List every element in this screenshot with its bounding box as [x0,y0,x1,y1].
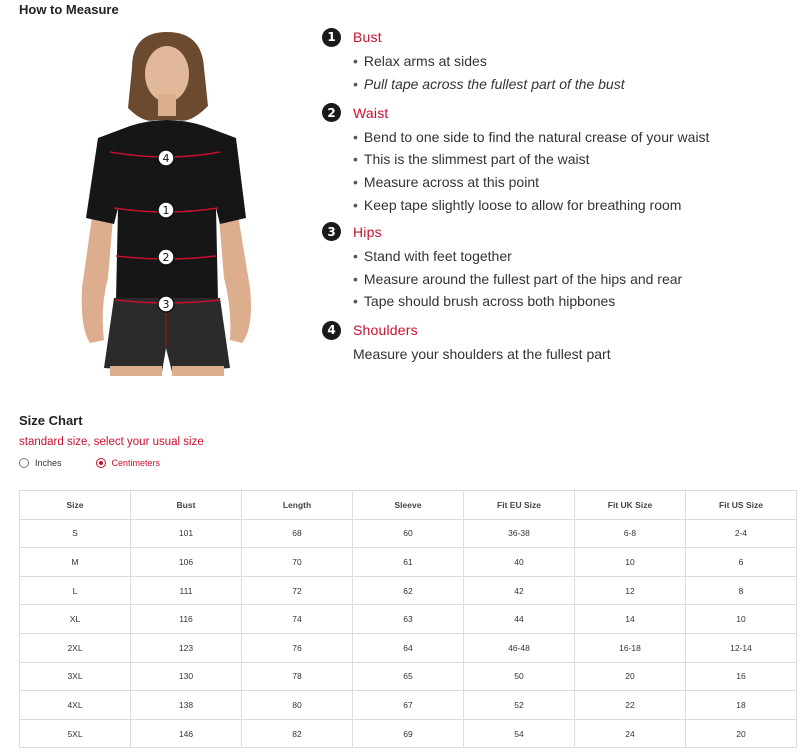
table-cell: 20 [686,719,797,748]
table-row [20,548,797,577]
figure-marker-2 [158,249,174,265]
table-cell: 52 [464,691,575,720]
bullet-item: • Pull tape across the fullest part of the bust [353,73,792,96]
table-cell: 2XL [20,633,131,662]
bullet-item: • Keep tape slightly loose to allow for breathing room [353,194,792,217]
section-title-bust: Bust [353,29,382,45]
table-cell: 50 [464,662,575,691]
table-row [20,576,797,605]
section-title-hips: Hips [353,223,382,240]
column-header: Length [242,491,353,520]
svg-text:4: 4 [162,152,170,165]
table-row [20,519,797,548]
table-cell: 40 [464,548,575,577]
svg-text:1: 1 [162,204,170,217]
shoulders-text: Measure your shoulders at the fullest part [353,346,611,363]
table-header-row [20,491,797,520]
table-cell: 70 [242,548,353,577]
table-cell: 36-38 [464,519,575,548]
table-cell: 78 [242,662,353,691]
table-cell: M [20,548,131,577]
table-cell: 111 [131,576,242,605]
radio-unselected-icon[interactable] [19,458,29,468]
size-chart-title: Size Chart [19,413,83,428]
number-3-icon: 3 [322,222,341,241]
table-cell: 10 [575,548,686,577]
table-cell: 3XL [20,662,131,691]
unit-label-centimeters: Centimeters [111,458,161,468]
unit-option-centimeters[interactable] [96,458,161,468]
table-cell: 63 [353,605,464,634]
table-cell: 60 [353,519,464,548]
table-cell: 8 [686,576,797,605]
table-cell: 68 [242,519,353,548]
model-measurement-figure [70,28,265,376]
table-cell: 123 [131,633,242,662]
svg-text:3: 3 [162,298,170,311]
table-cell: 116 [131,605,242,634]
table-cell: 12 [575,576,686,605]
table-cell: 6 [686,548,797,577]
bullet-item: • This is the slimmest part of the waist [353,148,792,171]
number-4-icon: 4 [322,321,341,340]
table-cell: 138 [131,691,242,720]
unit-option-inches[interactable] [19,458,62,468]
table-cell: 5XL [20,719,131,748]
table-cell: 64 [353,633,464,662]
table-cell: 106 [131,548,242,577]
table-cell: 62 [353,576,464,605]
table-cell: L [20,576,131,605]
size-table [19,490,797,748]
figure-marker-3 [158,296,174,312]
table-cell: 14 [575,605,686,634]
table-cell: 76 [242,633,353,662]
table-cell: 146 [131,719,242,748]
how-to-measure-title: How to Measure [19,2,119,17]
table-cell: 4XL [20,691,131,720]
table-cell: 65 [353,662,464,691]
column-header: Bust [131,491,242,520]
table-cell: S [20,519,131,548]
table-cell: 46-48 [464,633,575,662]
bullet-item: • Stand with feet together [353,245,792,268]
column-header: Fit US Size [686,491,797,520]
table-cell: 22 [575,691,686,720]
table-row [20,719,797,748]
table-cell: 54 [464,719,575,748]
column-header: Size [20,491,131,520]
bullet-item: • Measure around the fullest part of the hips and rear [353,268,792,291]
number-2-icon: 2 [322,103,341,122]
column-header: Sleeve [353,491,464,520]
table-cell: 130 [131,662,242,691]
table-row [20,633,797,662]
table-cell: 72 [242,576,353,605]
figure-marker-1 [158,202,174,218]
table-cell: 44 [464,605,575,634]
unit-label-inches: Inches [35,458,62,468]
section-title-shoulders: Shoulders [353,322,418,339]
table-cell: 6-8 [575,519,686,548]
table-cell: 101 [131,519,242,548]
table-cell: 12-14 [686,633,797,662]
table-cell: 20 [575,662,686,691]
table-row [20,691,797,720]
table-cell: 24 [575,719,686,748]
section-title-waist: Waist [353,104,389,121]
svg-text:2: 2 [162,251,170,264]
column-header: Fit EU Size [464,491,575,520]
unit-selector [19,458,194,468]
bullet-item: • Tape should brush across both hipbones [353,290,792,313]
table-cell: 18 [686,691,797,720]
number-1-icon: 1 [322,28,341,47]
table-cell: 42 [464,576,575,605]
table-cell: 74 [242,605,353,634]
table-cell: XL [20,605,131,634]
radio-selected-icon[interactable] [96,458,106,468]
bullet-item: • Bend to one side to find the natural crease of your waist [353,126,792,149]
table-cell: 10 [686,605,797,634]
size-chart-subtitle: standard size, select your usual size [19,436,204,448]
column-header: Fit UK Size [575,491,686,520]
section-hips [322,221,792,313]
table-cell: 2-4 [686,519,797,548]
measurement-guide [322,26,792,365]
bullet-item: • Relax arms at sides [353,50,792,73]
table-cell: 67 [353,691,464,720]
table-cell: 80 [242,691,353,720]
table-cell: 69 [353,719,464,748]
table-row [20,662,797,691]
section-shoulders [322,319,792,365]
table-row [20,605,797,634]
figure-marker-4 [158,150,174,166]
table-cell: 16-18 [575,633,686,662]
table-cell: 82 [242,719,353,748]
table-cell: 61 [353,548,464,577]
section-waist [322,102,792,217]
bullet-item: • Measure across at this point [353,171,792,194]
section-bust [322,26,792,96]
table-cell: 16 [686,662,797,691]
